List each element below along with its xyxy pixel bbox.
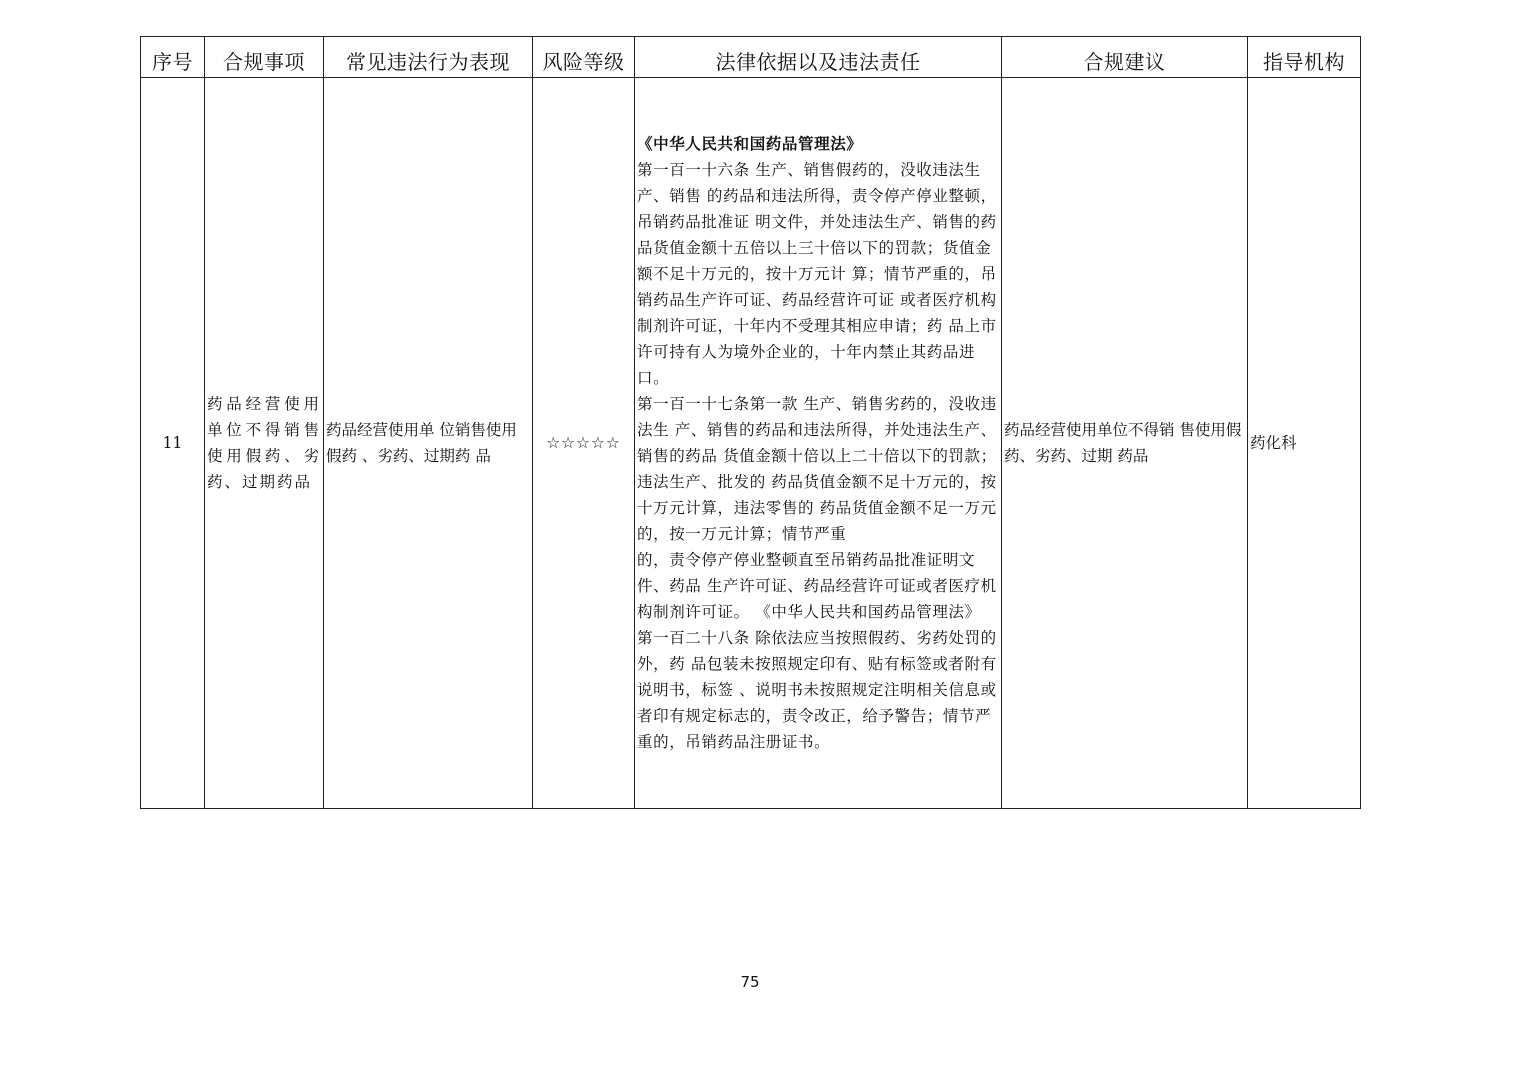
cell-seq: 11	[141, 78, 205, 809]
page-number: 75	[740, 973, 760, 991]
cell-behavior: 药品经营使用单 位销售使用假药 、劣药、过期药 品	[324, 78, 533, 809]
header-risk: 风险等级	[533, 37, 635, 78]
cell-org: 药化科	[1248, 78, 1361, 809]
header-org: 指导机构	[1248, 37, 1361, 78]
header-behavior: 常见违法行为表现	[324, 37, 533, 78]
header-seq: 序号	[141, 37, 205, 78]
table-row	[141, 78, 1361, 809]
header-row	[141, 37, 1361, 78]
header-law: 法律依据以及违法责任	[635, 37, 1002, 78]
compliance-table	[140, 36, 1361, 809]
law-paragraph: 第一百二十八条 除依法应当按照假药、劣药处罚的外，药 品包装未按照规定印有、贴有标签或者附有说明书，标签 、说明书未按照规定注明相关信息或者印有规定标志的，责令改正，给予警告；情节严重的，吊销药品注册证书。	[637, 629, 997, 751]
cell-risk-stars: ☆☆☆☆☆	[533, 78, 635, 809]
cell-advice: 药品经营使用单位不得销 售使用假药、劣药、过期 药品	[1002, 78, 1248, 809]
law-paragraph: 第一百一十六条 生产、销售假药的，没收违法生产、销售 的药品和违法所得，责令停产停业整顿，吊销药品批准证 明文件，并处违法生产、销售的药品货值金额十五倍以上三十倍以下的罚款；货值金额不足十万元的，按十万元计 算；情节严重的，吊销药品生产许可证、药品经营许可证 或者医疗机构制剂许可证，十年内不受理其相应申请；药 品上市许可持有人为境外企业的，十年内禁止其药品进口。	[637, 161, 997, 387]
law-title: 《中华人民共和国药品管理法》	[637, 134, 863, 153]
cell-law	[635, 78, 1002, 809]
header-item: 合规事项	[205, 37, 324, 78]
law-paragraph: 第一百一十七条第一款 生产、销售劣药的，没收违法生 产、销售的药品和违法所得，并处违法生产、销售的药品 货值金额十倍以上二十倍以下的罚款；违法生产、批发的 药品货值金额不足十万元的，按十万元计算，违法零售的 药品货值金额不足一万元的，按一万元计算；情节严重	[637, 395, 997, 543]
cell-item: 药品经营使用 单位不得销售 使用假药、劣 药、过期药品	[205, 78, 324, 809]
header-advice: 合规建议	[1002, 37, 1248, 78]
law-paragraph: 的，责令停产停业整顿直至吊销药品批准证明文件、药品 生产许可证、药品经营许可证或者医疗机构制剂许可证。 《中华人民共和国药品管理法》	[637, 551, 997, 621]
